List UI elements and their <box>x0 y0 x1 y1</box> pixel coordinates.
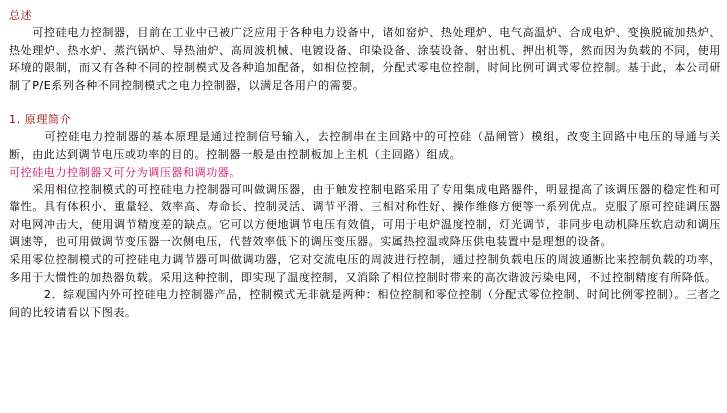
phase-control-paragraph: 采用相位控制模式的可控硅电力控制器可叫做调压器，由于触发控制电路采用了专用集成电路器件，明显提高了该调压器的稳定性和可靠性。具有体积小、重量轻、效率高、寿命长、控制灵活、调节平滑、三相对称性好、操作维修方便等一系列优点。克服了原可控硅调压器对电网冲击大，使用调节精度差的缺点。它可以方便地调节电压有效值，可用于电炉温度控制，灯光调节，非同步电动机降压软启动和调压调速等，也可用做调节变压器一次侧电压，代替效率低下的调压变压器。实属热控温或降压供电装置中是理想的设备。 <box>9 182 721 249</box>
overview-paragraph: 可控硅电力控制器，目前在工业中已被广泛应用于各种电力设备中，诸如窑炉、热处理炉、电气高温炉、合成电炉、变换脱硫加热炉、热处理炉、热水炉、蒸汽锅炉、导热油炉、高周波机械、电镀设备、印染设备、涂装设备、射出机、押出机等，然而因为负载的不同，使用环境的限制，而又有各种不同的控制模式及各种追加配备，如相位控制，分配式零电位控制，时间比例可调式零位控制。基于此，本公司研制了P/E系列各种不同控制模式之电力控制器，以满足各用户的需要。 <box>9 26 721 92</box>
overview-heading: 总述 <box>9 9 33 22</box>
comparison-paragraph: 2．综观国内外可控硅电力控制器产品，控制模式无非就是两种：相位控制和零位控制（分配式零位控制、时间比例零控制）。三者之间的比较请看以下图表。 <box>9 288 721 319</box>
zero-control-paragraph: 采用零位控制模式的可控硅电力调节器可叫做调功器，它对交流电压的周波进行控制，通过控制负载电压的周波通断比来控制负载的功率，多用于大惯性的加热器负载。采用这种控制，即实现了温度控制，又消除了相位控制时带来的高次谐波污染电网，不过控制精度有所降低。 <box>9 252 721 284</box>
principle-paragraph: 可控硅电力控制器的基本原理是通过控制信号输入，去控制串在主回路中的可控硅（晶闸管）模组，改变主回路中电压的导通与关断，由此达到调节电压或功率的目的。控制器一般是由控制板加上主机（主回路）组成。 <box>9 130 721 161</box>
classification-note: 可控硅电力控制器又可分为调压器和调功器。 <box>9 165 241 179</box>
principle-heading: 1. 原理简介 <box>9 113 72 127</box>
section-gap <box>9 94 721 111</box>
document-page <box>9 7 721 321</box>
